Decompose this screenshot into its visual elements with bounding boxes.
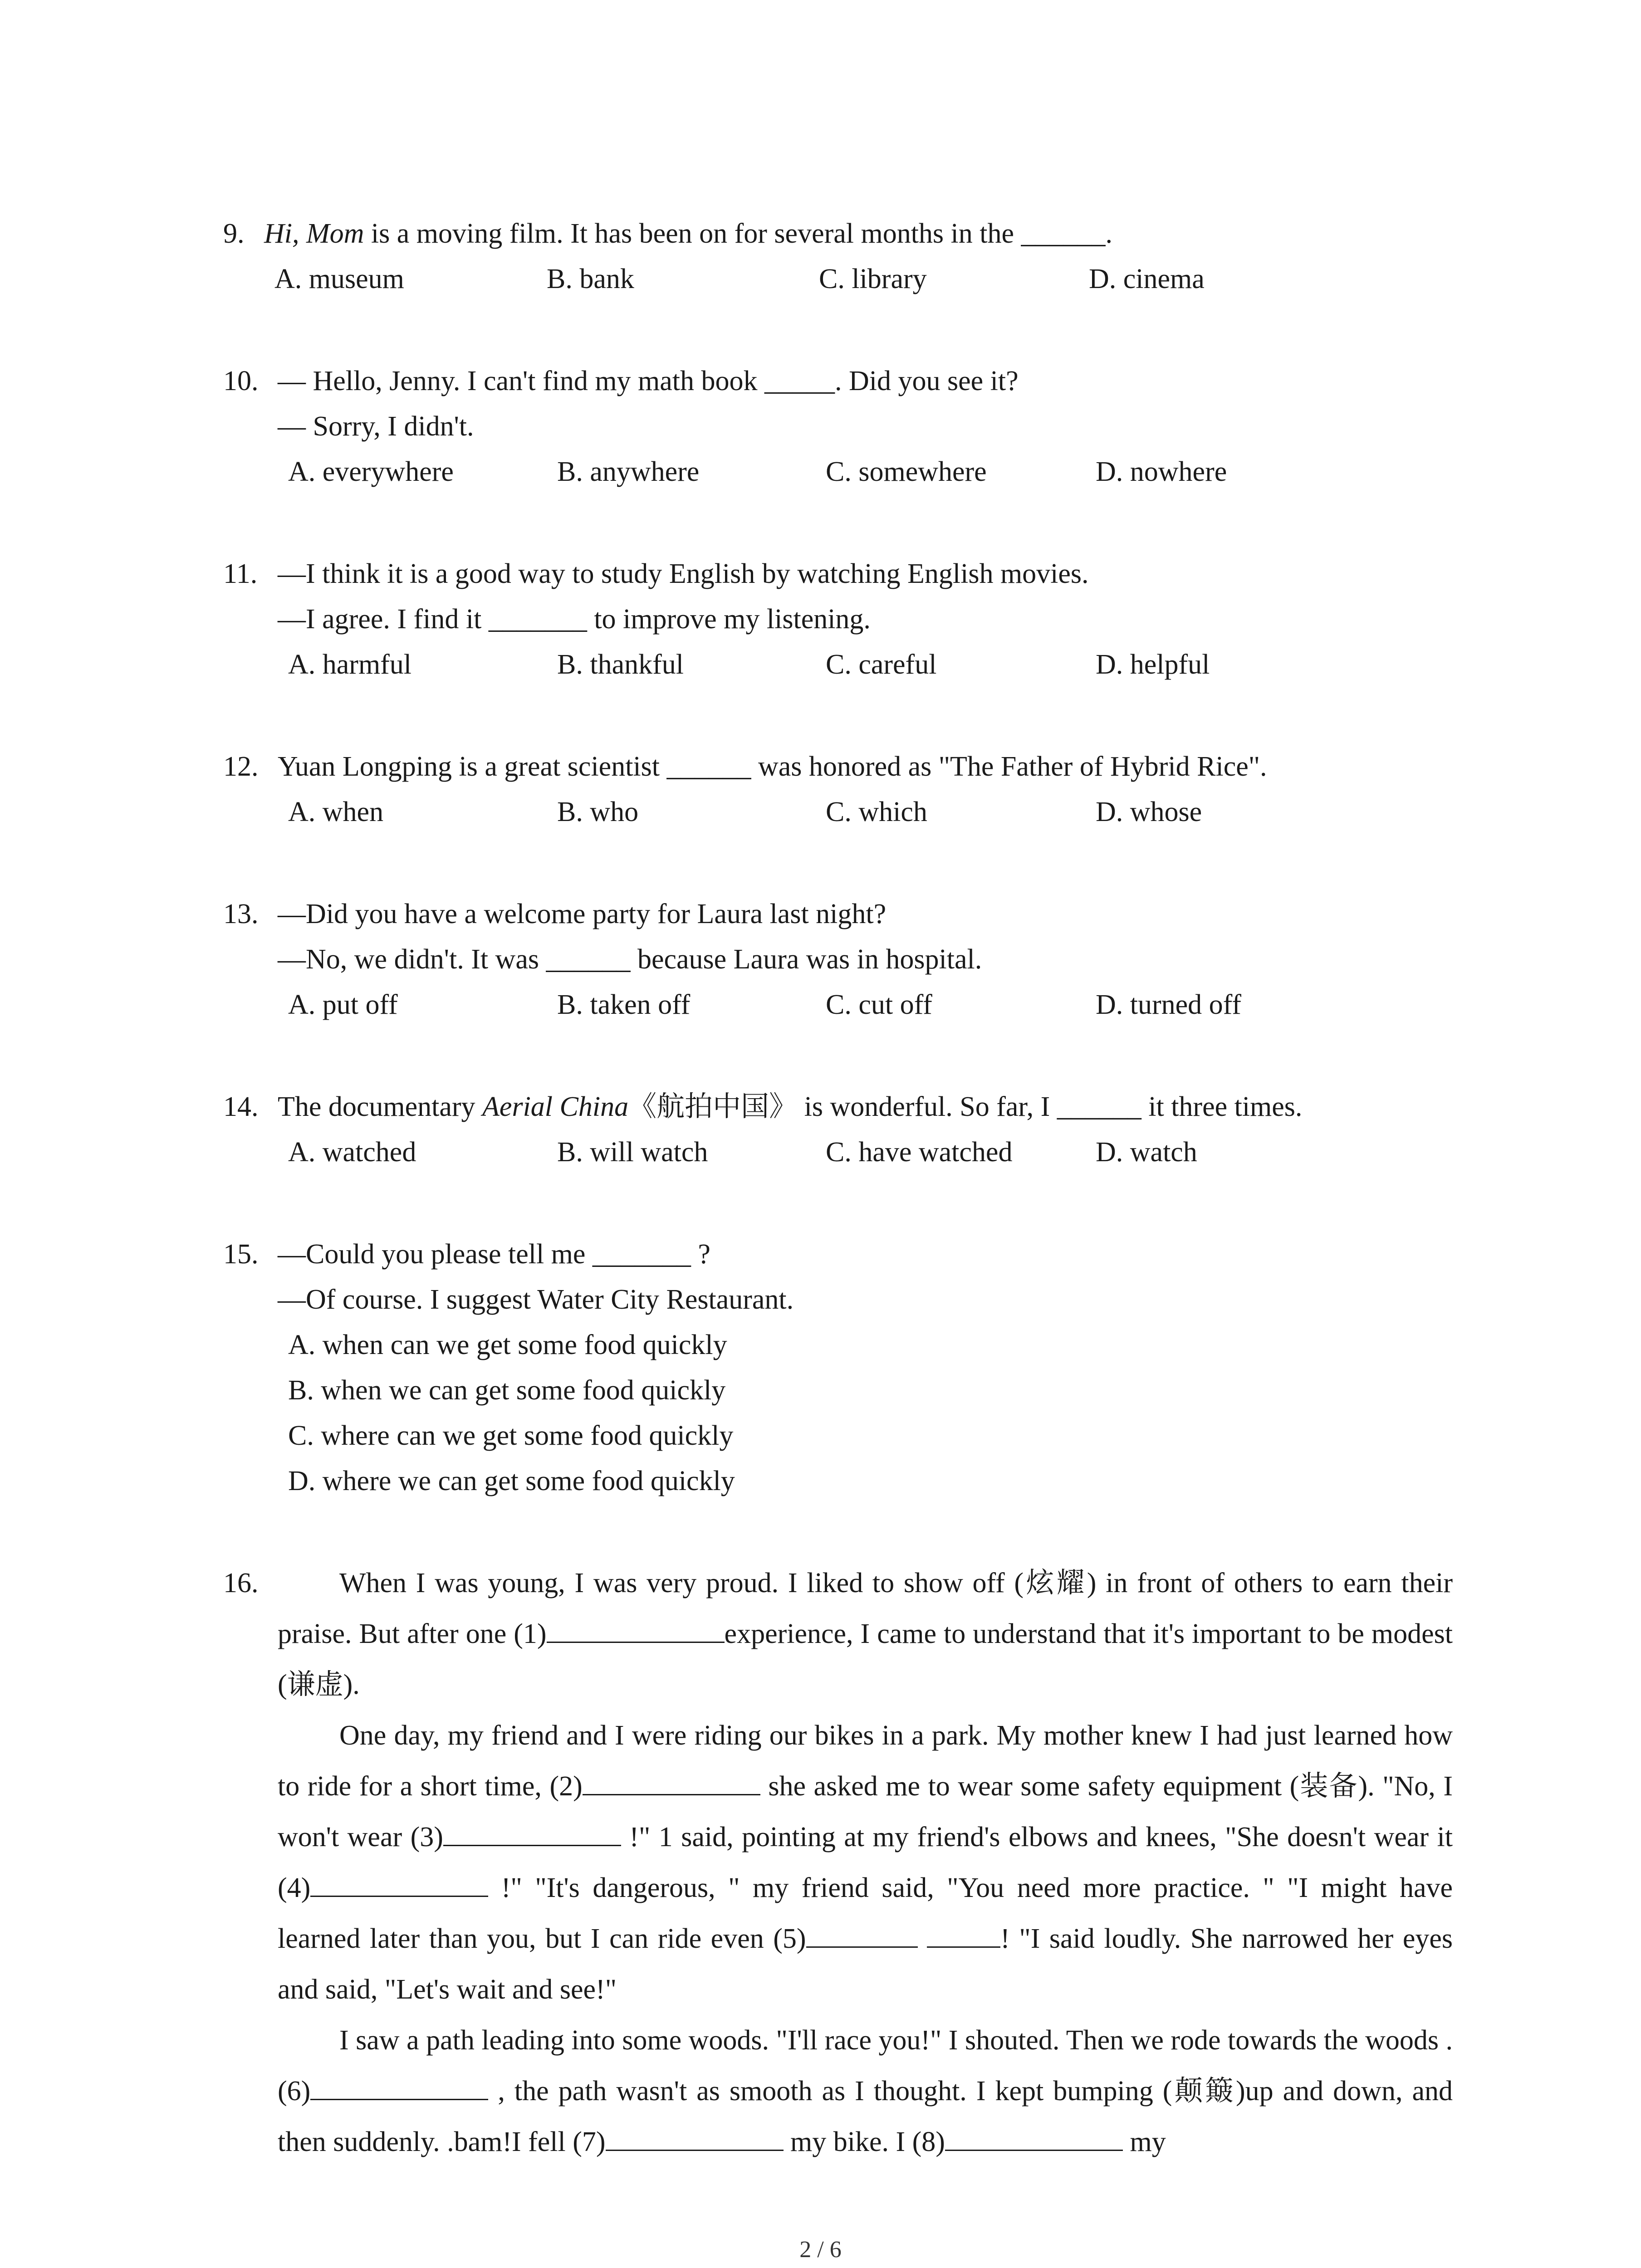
passage: [278, 1558, 1453, 2167]
blank-4[interactable]: [310, 1869, 488, 1897]
page-number: 2 / 6: [799, 2237, 842, 2263]
option-d[interactable]: D. nowhere: [1096, 456, 1227, 487]
option-b[interactable]: B. will watch: [557, 1137, 708, 1168]
option-c[interactable]: C. careful: [826, 649, 937, 680]
question-line: — Hello, Jenny. I can't find my math book _____. Did you see it?: [278, 366, 1019, 396]
option-b[interactable]: B. thankful: [557, 649, 684, 680]
passage-paragraph-2: One day, my friend and I were riding our bikes in a park. My mother knew I had just learned how to ride for a short time, (2) she asked me to wear some safety equipment (装备). "No, I won't wear (3) !" 1 said, pointing at my friend's elbows and knees, "She doesn't wear it (4) !" "It's dangerous, " my friend said, "You need more practice. " "I might have learned later than you, but I can ride even (5) ! "I said loudly. She narrowed her eyes and said, "Let's wait and see!": [278, 1720, 1453, 2005]
option-b[interactable]: B. bank: [547, 264, 634, 294]
question-line: —Did you have a welcome party for Laura last night?: [278, 899, 887, 929]
option-b[interactable]: B. taken off: [557, 989, 691, 1020]
question-number: 13.: [223, 899, 259, 929]
blank-5[interactable]: [806, 1920, 918, 1948]
blank-2[interactable]: [583, 1767, 760, 1795]
passage-paragraph-1: When I was young, I was very proud. I liked to show off (炫耀) in front of others to earn their praise. But after one (1) experience, I came to understand that it's important to be modest (谦虚).: [278, 1568, 1453, 1700]
options-row-9: [0, 256, 1641, 302]
option-a[interactable]: A. everywhere: [288, 456, 454, 487]
option-a[interactable]: A. when: [288, 797, 384, 827]
option-b[interactable]: B. anywhere: [557, 456, 700, 487]
blank-8[interactable]: [945, 2123, 1123, 2151]
question-line: —No, we didn't. It was ______ because Laura was in hospital.: [278, 944, 982, 975]
blank-7[interactable]: [606, 2123, 784, 2151]
question-line: Yuan Longping is a great scientist ______ was honored as "The Father of Hybrid Rice".: [278, 751, 1267, 782]
documentary-title: Aerial China: [482, 1091, 629, 1122]
question-number: 11.: [223, 558, 258, 589]
question-stem: Hi, Mom is a moving film. It has been on for several months in the ______.: [264, 218, 1113, 249]
option-a[interactable]: A. harmful: [288, 649, 412, 680]
question-number: 10.: [223, 366, 259, 396]
blank-6[interactable]: [310, 2072, 488, 2100]
option-c[interactable]: C. where can we get some food quickly: [288, 1420, 734, 1451]
option-c[interactable]: C. cut off: [826, 989, 932, 1020]
option-a[interactable]: A. when can we get some food quickly: [288, 1330, 727, 1360]
question-line: —I agree. I find it _______ to improve my listening.: [278, 604, 871, 635]
blank-3[interactable]: [443, 1818, 621, 1846]
option-c[interactable]: C. somewhere: [826, 456, 987, 487]
option-d[interactable]: D. turned off: [1096, 989, 1241, 1020]
option-d[interactable]: D. whose: [1096, 797, 1202, 827]
question-number: 12.: [223, 751, 259, 782]
question-number: 15.: [223, 1239, 259, 1270]
passage-paragraph-3: I saw a path leading into some woods. "I'll race you!" I shouted. Then we rode towards the woods . (6) , the path wasn't as smooth as I thought. I kept bumping (颠簸)up and down, and then suddenly. .bam!I fell (7) my bike. I (8) my: [278, 2025, 1453, 2157]
question-line: —I think it is a good way to study English by watching English movies.: [278, 558, 1089, 589]
question-line: —Of course. I suggest Water City Restaurant.: [278, 1284, 794, 1315]
question-line: —Could you please tell me _______ ?: [278, 1239, 710, 1270]
film-title: Hi, Mom: [264, 218, 364, 249]
question-9: [0, 211, 1641, 256]
option-c[interactable]: C. which: [826, 797, 927, 827]
option-b[interactable]: B. who: [557, 797, 639, 827]
blank-1[interactable]: [547, 1615, 725, 1643]
question-number: 14.: [223, 1091, 259, 1122]
option-c[interactable]: C. have watched: [826, 1137, 1013, 1168]
question-stem: The documentary Aerial China《航拍中国》 is wonderful. So far, I ______ it three times.: [278, 1091, 1303, 1122]
option-a[interactable]: A. put off: [288, 989, 398, 1020]
option-a[interactable]: A. watched: [288, 1137, 416, 1168]
option-b[interactable]: B. when we can get some food quickly: [288, 1375, 726, 1406]
question-line: — Sorry, I didn't.: [278, 411, 474, 442]
blank-5-continued[interactable]: [927, 1920, 1000, 1948]
chinese-title: 《航拍中国》: [628, 1091, 798, 1122]
option-a[interactable]: A. museum: [274, 264, 404, 294]
option-d[interactable]: D. where we can get some food quickly: [288, 1466, 735, 1496]
option-d[interactable]: D. helpful: [1096, 649, 1210, 680]
exam-page: 9. Hi, Mom is a moving film. It has been on for several months in the ______. A. museum B. bank C. library D. cinema 10. — Hello, Jenny. I can't find my math book _____. Did you see it? — Sorry, I didn't. A. everywhere B. anywhere C. somewhere D. nowhere 11. —I think it is a good way to study English by watching English movies. —I agree. I find it _______ to improve my listening. A. harmful B. thankful C. careful D. helpful 12. Yuan Longping is a great scientist ______ was honored as "The Father of Hybrid Rice". A. when B. who C. which D. whose 13. —Did you have a welcome party for Laura last night? —No, we didn't. It was ______ because Laura was in hospital. A. put off B. taken off C. cut off D. turned off 14. The documentary Aerial China《航拍中国》 is wonderful. So far, I ______ it three times. A. watched B. will watch C. have watched D. watch 15. —Could you please tell me _______ ? —Of course. I suggest Water City Restaurant. A. when can we get some food quickly B. when we can get some food quickly C. where can we get some food quickly D. where we can get some food quickly 16. When I was young, I was very proud. I liked to show off (炫耀) in front of others to earn their praise. But after one (1) experience, I came to understand that it's important to be modest (谦虚). One day, my friend and I were riding our bikes in a park. My mother knew I had just learned how to ride for a short time, (2) she asked me to wear some safety equipment (装备). "No, I won't wear (3) !" 1 said, pointing at my friend's elbows and knees, "She doesn't wear it (4) !" "It's dangerous, " my friend said, "You need more practice. " "I might have learned later than you, but I can ride even (5) ! "I said loudly. She narrowed her eyes and said, "Let's wait and see!" I saw a path leading into some woods. "I'll race you!" I shouted. Then we rode towards the woods . (6) , the path wasn't as smooth as I thought. I kept bumping (颠簸)up and down, and then suddenly. .bam!I fell (7) my bike. I (8) my 2 / 6: [0, 0, 1641, 2268]
option-d[interactable]: D. cinema: [1089, 264, 1205, 294]
question-number: 9.: [223, 218, 245, 249]
option-c[interactable]: C. library: [819, 264, 927, 294]
option-d[interactable]: D. watch: [1096, 1137, 1197, 1168]
